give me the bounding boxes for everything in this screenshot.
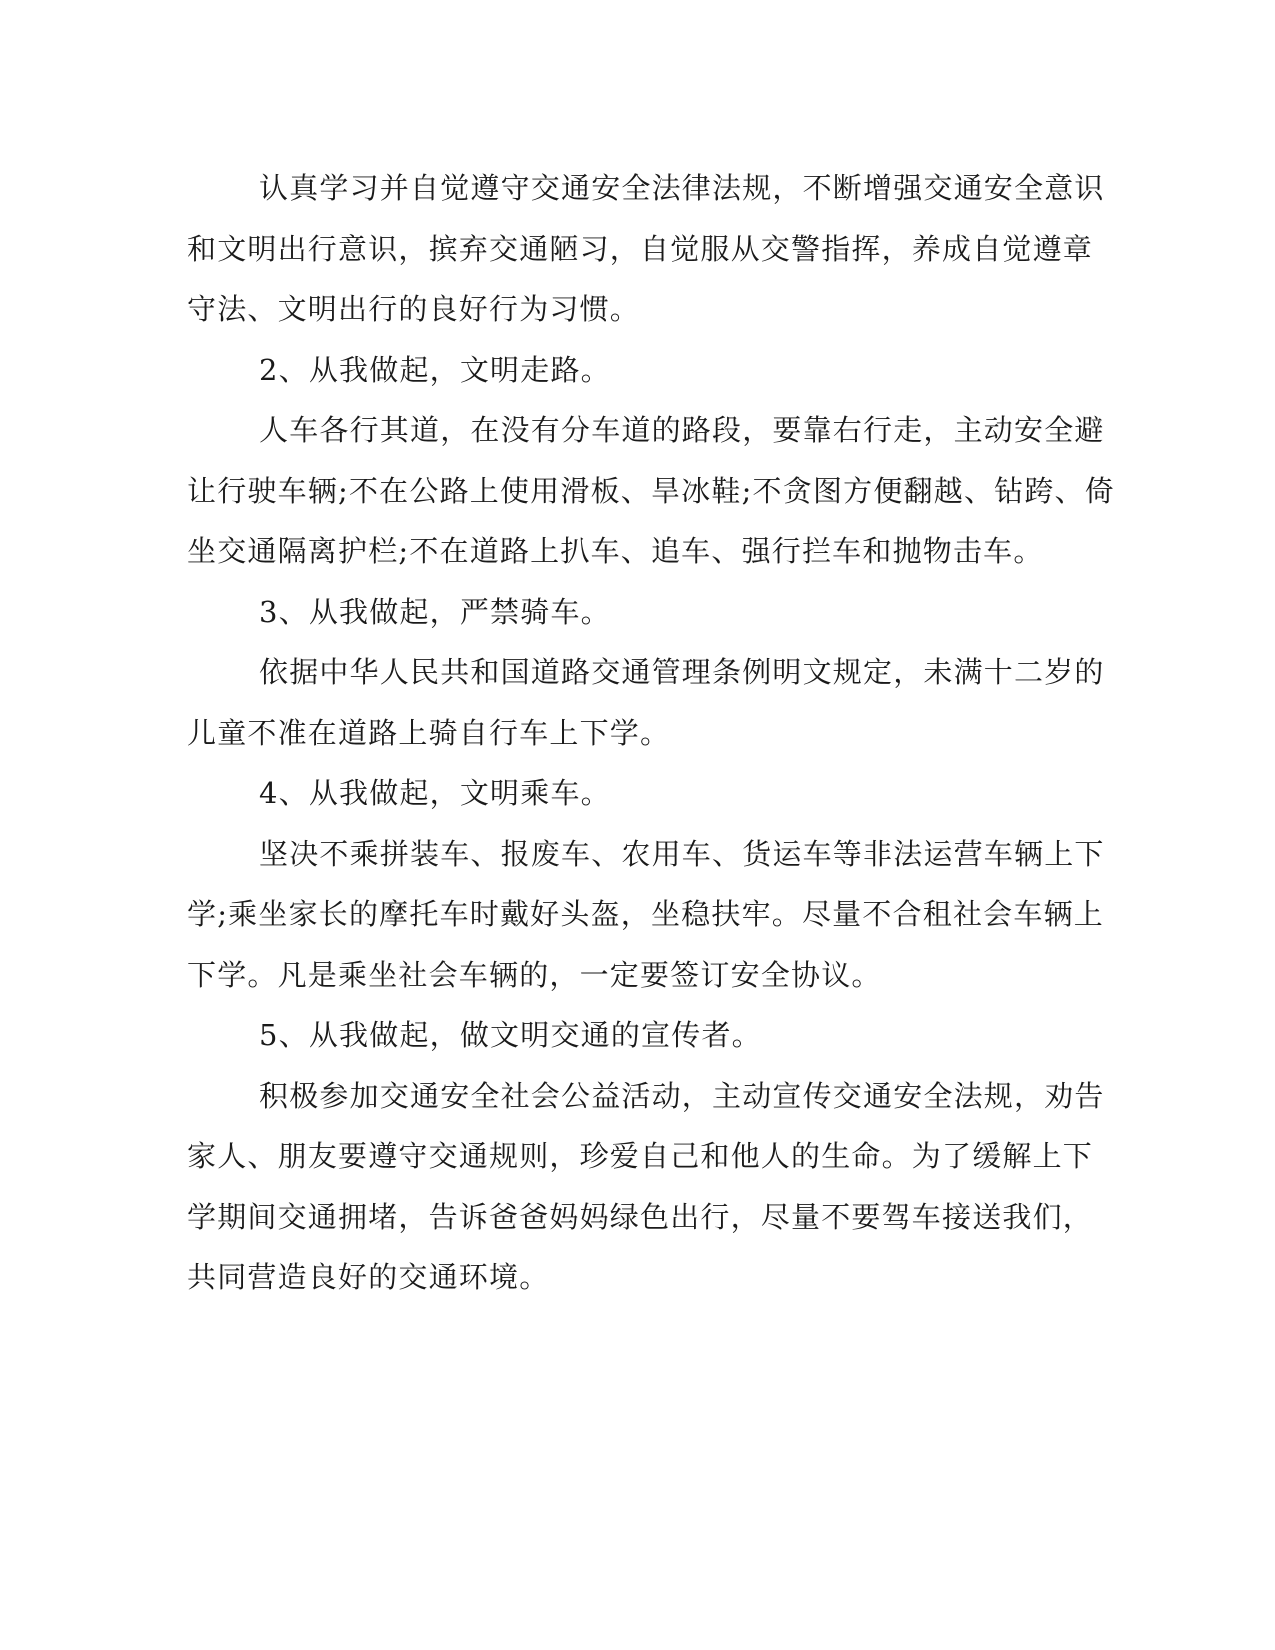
text-line: 和文明出行意识，摈弃交通陋习，自觉服从交警指挥，养成自觉遵章 <box>187 231 1094 266</box>
heading-item-4 <box>187 763 1087 824</box>
heading-item-5 <box>187 1005 1087 1066</box>
text-line: 5、从我做起，做文明交通的宣传者。 <box>259 1018 762 1052</box>
paragraph-walking <box>187 400 1115 582</box>
text-line: 学;乘坐家长的摩托车时戴好头盔，坐稳扶牢。尽量不合租社会车辆上 <box>187 897 1104 931</box>
text-line: 4、从我做起，文明乘车。 <box>259 776 611 810</box>
paragraph-riding <box>187 824 1105 1006</box>
text-line: 学期间交通拥堵，告诉爸爸妈妈绿色出行，尽量不要驾车接送我们， <box>187 1199 1094 1234</box>
text-line: 守法、文明出行的良好行为习惯。 <box>187 292 641 326</box>
text-line: 儿童不准在道路上骑自行车上下学。 <box>187 715 671 750</box>
paragraph-cycling <box>187 642 1105 763</box>
text-line: 积极参加交通安全社会公益活动，主动宣传交通安全法规，劝告 <box>259 1078 1105 1113</box>
paragraph-intro-rules <box>187 158 1105 340</box>
text-line: 共同营造良好的交通环境。 <box>187 1260 550 1294</box>
text-line: 下学。凡是乘坐社会车辆的，一定要签订安全协议。 <box>187 957 882 992</box>
text-line: 让行驶车辆;不在公路上使用滑板、旱冰鞋;不贪图方便翻越、钻跨、倚 <box>187 473 1115 508</box>
text-line: 2、从我做起，文明走路。 <box>259 352 611 387</box>
heading-item-2 <box>187 340 1087 401</box>
text-line: 认真学习并自觉遵守交通安全法律法规，不断增强交通安全意识 <box>259 171 1105 205</box>
text-line: 依据中华人民共和国道路交通管理条例明文规定，未满十二岁的 <box>259 655 1105 689</box>
heading-item-3 <box>187 582 1087 643</box>
document-body <box>187 158 1115 1308</box>
text-line: 坚决不乘拼装车、报废车、农用车、货运车等非法运营车辆上下 <box>259 836 1105 871</box>
text-line: 家人、朋友要遵守交通规则，珍爱自己和他人的生命。为了缓解上下 <box>187 1139 1094 1173</box>
text-line: 坐交通隔离护栏;不在道路上扒车、追车、强行拦车和抛物击车。 <box>187 534 1044 568</box>
text-line: 3、从我做起，严禁骑车。 <box>259 594 611 629</box>
paragraph-promotion <box>187 1066 1105 1308</box>
text-line: 人车各行其道，在没有分车道的路段，要靠右行走，主动安全避 <box>259 413 1105 447</box>
